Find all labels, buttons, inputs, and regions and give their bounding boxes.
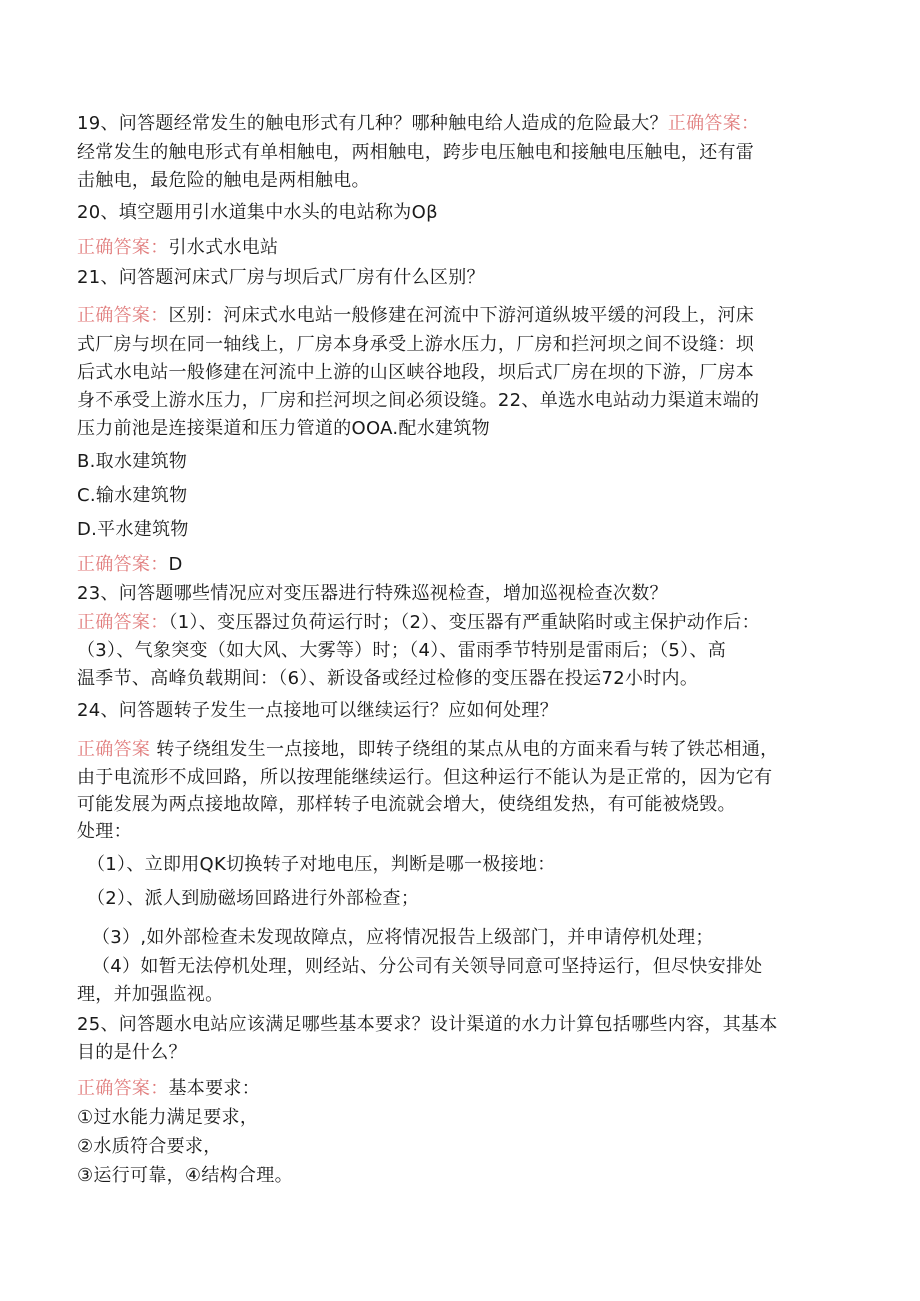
- q22-question-line: 压力前池是连接渠道和压力管道的OOA.配水建筑物: [77, 418, 490, 439]
- q24-question: 24、问答题转子发生一点接地可以继续运行？应如何处理？: [77, 700, 559, 721]
- q20-answer: 引水式水电站: [168, 237, 279, 258]
- q22-answer-label: 正确答案：: [77, 554, 169, 575]
- q24-step-2: （2）、派人到励磁场回路进行外部检查；: [87, 888, 420, 909]
- q25-item-1: ①过水能力满足要求，: [77, 1107, 259, 1128]
- q25-item-2: ②水质符合要求，: [77, 1136, 222, 1157]
- q20-answer-label: 正确答案：: [77, 237, 169, 258]
- q22-answer: D: [168, 554, 183, 575]
- q19-question-line: [77, 112, 759, 136]
- q19-answer-label: 正确答案：: [667, 113, 760, 134]
- q24-answer-line-3: 可能发展为两点接地故障，那样转子电流就会增大，使绕组发热，有可能被烧毁。: [77, 794, 736, 815]
- q25-answer-intro: 基本要求：: [168, 1078, 260, 1099]
- q21-answer-line-4: 身不承受上游水压力，厂房和拦河坝之间必须设缝。22、单选水电站动力渠道末端的: [77, 390, 760, 411]
- q24-answer-line-4: 处理：: [77, 821, 132, 842]
- q25-answer-label: 正确答案：: [77, 1078, 169, 1099]
- q23-answer-line-3: 温季节、高峰负载期间：（6）、新设备或经过检修的变压器在投运72小时内。: [77, 668, 699, 689]
- q22-option-d: D.平水建筑物: [77, 519, 189, 540]
- q23-answer-line-2: （3）、气象突变（如大风、大雾等）时；（4）、雷雨季节特别是雷雨后；（5）、高: [77, 640, 727, 661]
- q24-step-1: （1）、立即用QK切换转子对地电压，判断是哪一极接地：: [87, 854, 556, 875]
- q24-step-3: （3）,如外部检查未发现故障点，应将情况报告上级部门，并申请停机处理；: [92, 927, 714, 948]
- q23-answer-line-1: [77, 611, 760, 635]
- q20-answer-line: [77, 236, 278, 260]
- q24-answer-text-1: 转子绕组发生一点接地，即转子绕组的某点从电的方面来看与转了铁芯相通，: [150, 739, 779, 760]
- q19-answer-line-2: 击触电，最危险的触电是两相触电。: [77, 170, 370, 191]
- q24-step-4: （4）如暂无法停机处理，则经站、分公司有关领导同意可坚持运行，但尽快安排处: [92, 956, 763, 977]
- q23-answer-text-1: （1）、变压器过负荷运行时；（2）、变压器有严重缺陷时或主保护动作后：: [168, 612, 760, 633]
- q22-option-c: C.输水建筑物: [77, 485, 188, 506]
- q25-question-line-2: 目的是什么？: [77, 1042, 187, 1063]
- q23-question: 23、问答题哪些情况应对变压器进行特殊巡视检查，增加巡视检查次数？: [77, 583, 668, 604]
- q25-question-line-1: 25、问答题水电站应该满足哪些基本要求？设计渠道的水力计算包括哪些内容，其基本: [77, 1014, 778, 1035]
- q24-answer-line-1: [77, 738, 778, 762]
- q21-answer-line-2: 式厂房与坝在同一轴线上，厂房本身承受上游水压力，厂房和拦河坝之间不设缝：坝: [77, 334, 755, 355]
- q24-answer-line-2: 由于电流形不成回路，所以按理能继续运行。但这种运行不能认为是正常的，因为它有: [77, 767, 773, 788]
- q23-answer-label: 正确答案：: [77, 612, 169, 633]
- q22-answer-line: [77, 553, 183, 577]
- q19-question: 19、问答题经常发生的触电形式有几种？哪种触电给人造成的危险最大？: [77, 113, 668, 134]
- q21-answer-line-3: 后式水电站一般修建在河流中上游的山区峡谷地段，坝后式厂房在坝的下游，厂房本: [77, 362, 755, 383]
- q25-item-3: ③运行可靠，④结构合理。: [77, 1165, 293, 1186]
- q25-answer-line: [77, 1077, 260, 1101]
- q19-answer-line-1: 经常发生的触电形式有单相触电，两相触电，跨步电压触电和接触电压触电，还有雷: [77, 142, 755, 163]
- q21-question: 21、问答题河床式厂房与坝后式厂房有什么区别？: [77, 267, 485, 288]
- q21-answer-label: 正确答案：: [77, 305, 169, 326]
- q20-question: 20、填空题用引水道集中水头的电站称为Oβ: [77, 202, 438, 223]
- q24-answer-label: 正确答案: [77, 739, 151, 760]
- q24-step-4-cont: 理，并加强监视。: [77, 984, 224, 1005]
- q21-answer-line-1: [77, 304, 754, 328]
- q22-option-b: B.取水建筑物: [77, 451, 188, 472]
- q21-answer-text-1: 区别：河床式水电站一般修建在河流中下游河道纵坡平缓的河段上，河床: [168, 305, 755, 326]
